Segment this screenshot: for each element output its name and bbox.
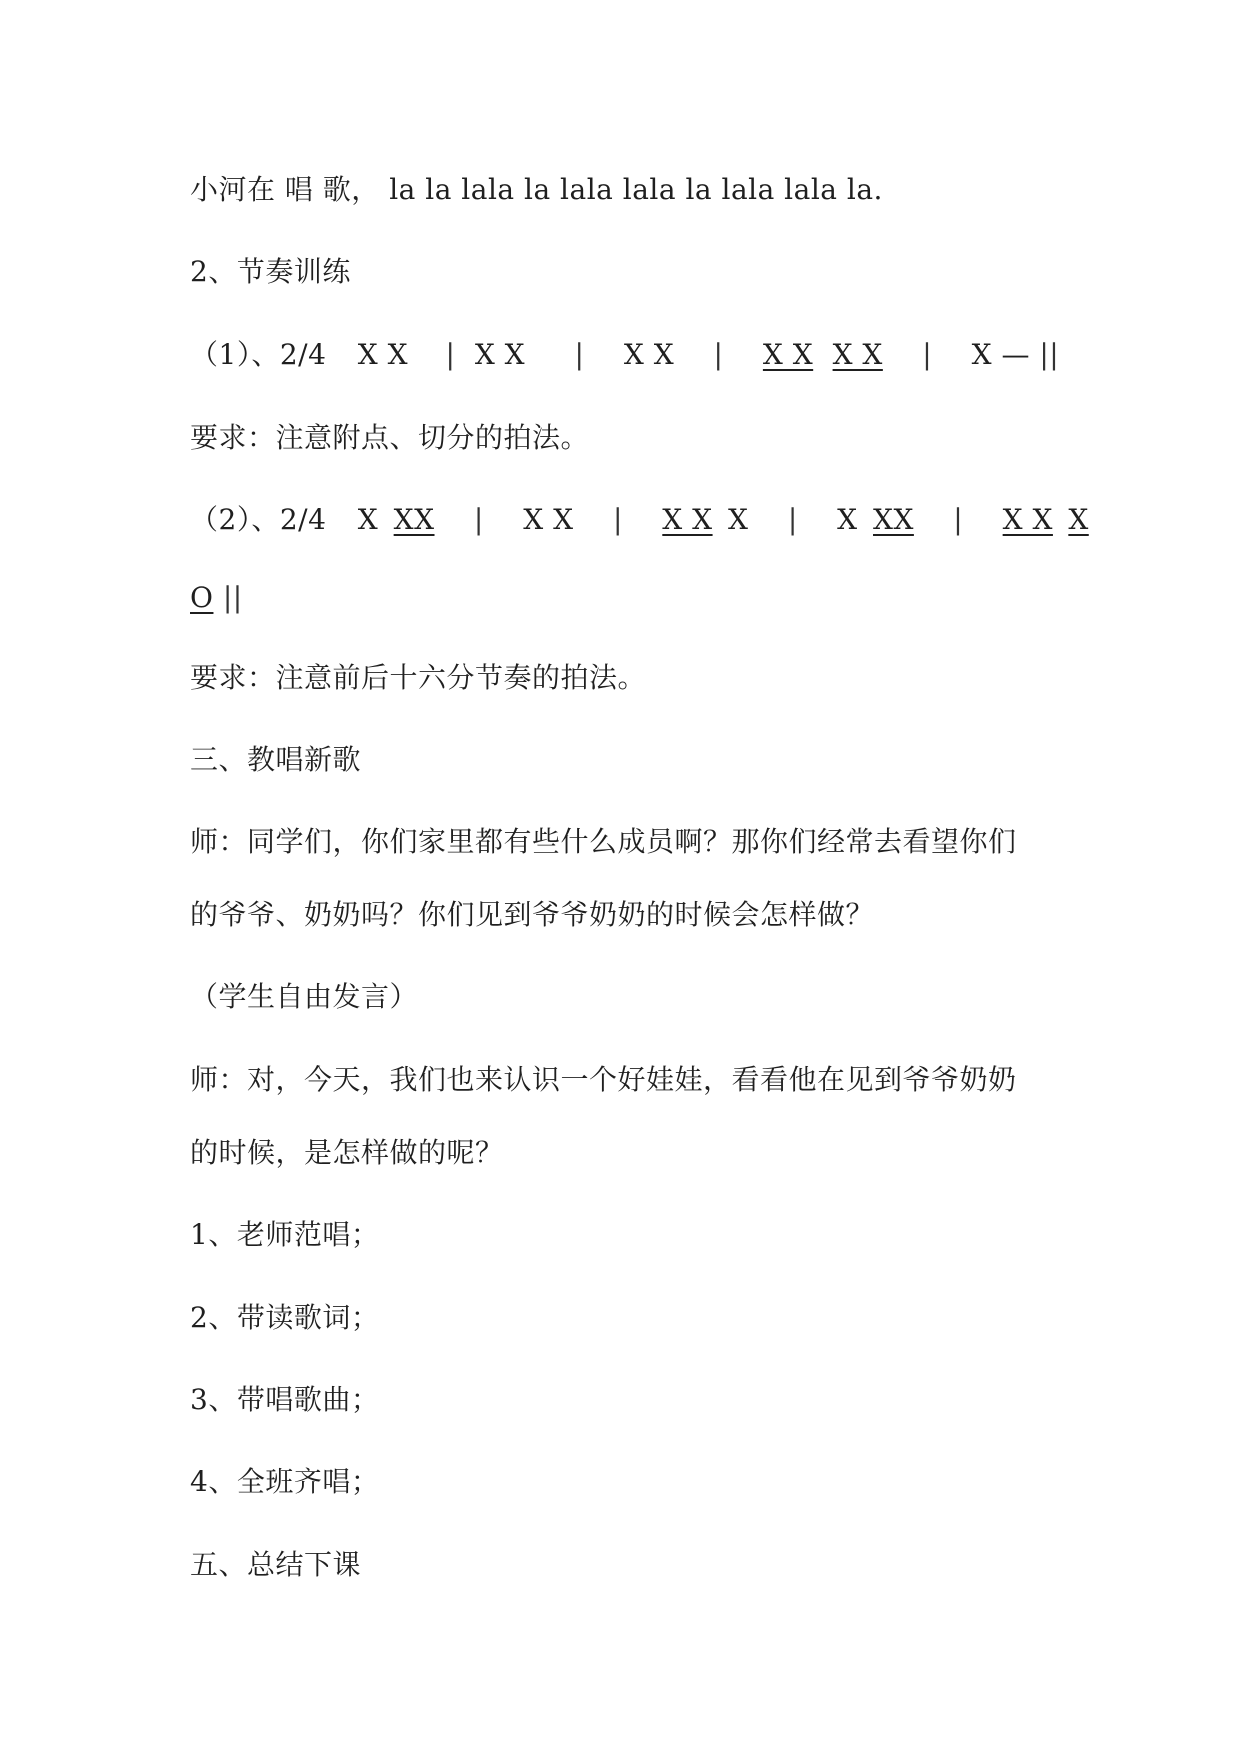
- rhythm-exercise-2: [190, 500, 1089, 540]
- rhythm-1-label: （1）、2/4: [190, 338, 327, 371]
- rhythm-exercise-1: [190, 335, 1059, 375]
- teacher-paragraph-1-line-2: 的爷爷、奶奶吗？你们见到爷爷奶奶的时候会怎样做？: [190, 898, 875, 931]
- rhythm-2-measure-1b: XX: [393, 503, 435, 536]
- requirement-2: 要求：注意前后十六分节奏的拍法。: [190, 661, 647, 694]
- teacher-paragraph-2-line-2: 的时候，是怎样做的呢？: [190, 1136, 504, 1169]
- barline: |: [473, 503, 484, 536]
- rhythm-1-measure-3: X X: [623, 338, 675, 371]
- rhythm-2-rest: O: [190, 581, 214, 614]
- rhythm-2-measure-4b: XX: [873, 503, 914, 536]
- rhythm-2-measure-5a: X X: [1002, 503, 1053, 536]
- barline: |: [612, 503, 623, 536]
- barline: |: [953, 503, 964, 536]
- student-response-note: （学生自由发言）: [190, 980, 419, 1013]
- rhythm-2-measure-3b: X: [727, 503, 749, 536]
- rhythm-1-measure-4a: X X: [762, 338, 814, 371]
- rhythm-exercise-2-continued: [190, 578, 243, 618]
- rhythm-training-heading: 2、节奏训练: [190, 255, 351, 288]
- teacher-paragraph-2-line-1: 师：对，今天，我们也来认识一个好娃娃，看看他在见到爷爷奶奶: [190, 1063, 1017, 1096]
- step-item-4: 4、全班齐唱；: [190, 1465, 380, 1498]
- rhythm-2-measure-4a: X: [837, 503, 858, 536]
- section-heading-teach-song: 三、教唱新歌: [190, 743, 362, 776]
- barline: |: [574, 338, 585, 371]
- barline: |: [787, 503, 798, 536]
- rhythm-1-measure-5: X —: [971, 338, 1030, 371]
- step-item-2: 2、带读歌词；: [190, 1301, 380, 1334]
- rhythm-2-measure-1a: X: [357, 503, 379, 536]
- barline: |: [922, 338, 933, 371]
- barline: |: [713, 338, 724, 371]
- barline: |: [445, 338, 456, 371]
- section-heading-summary: 五、总结下课: [190, 1548, 362, 1581]
- rhythm-1-measure-1: X X: [357, 338, 409, 371]
- rhythm-1-measure-4b: X X: [832, 338, 883, 371]
- final-barline: ||: [222, 581, 243, 614]
- rhythm-1-measure-2: X X: [474, 338, 526, 371]
- step-item-3: 3、带唱歌曲；: [190, 1383, 380, 1416]
- rhythm-2-measure-3a: X X: [662, 503, 713, 536]
- teacher-paragraph-1-line-1: 师：同学们，你们家里都有些什么成员啊？那你们经常去看望你们: [190, 825, 1017, 858]
- rhythm-2-label: （2）、2/4: [190, 503, 327, 536]
- rhythm-2-measure-5b: X: [1068, 503, 1089, 536]
- rhythm-2-measure-2: X X: [523, 503, 574, 536]
- final-barline: ||: [1039, 338, 1060, 371]
- lyrics-line: 小河在 唱 歌， la la lala la lala lala la lala lala la.: [190, 173, 883, 206]
- requirement-1: 要求：注意附点、切分的拍法。: [190, 421, 590, 454]
- step-item-1: 1、老师范唱；: [190, 1218, 380, 1251]
